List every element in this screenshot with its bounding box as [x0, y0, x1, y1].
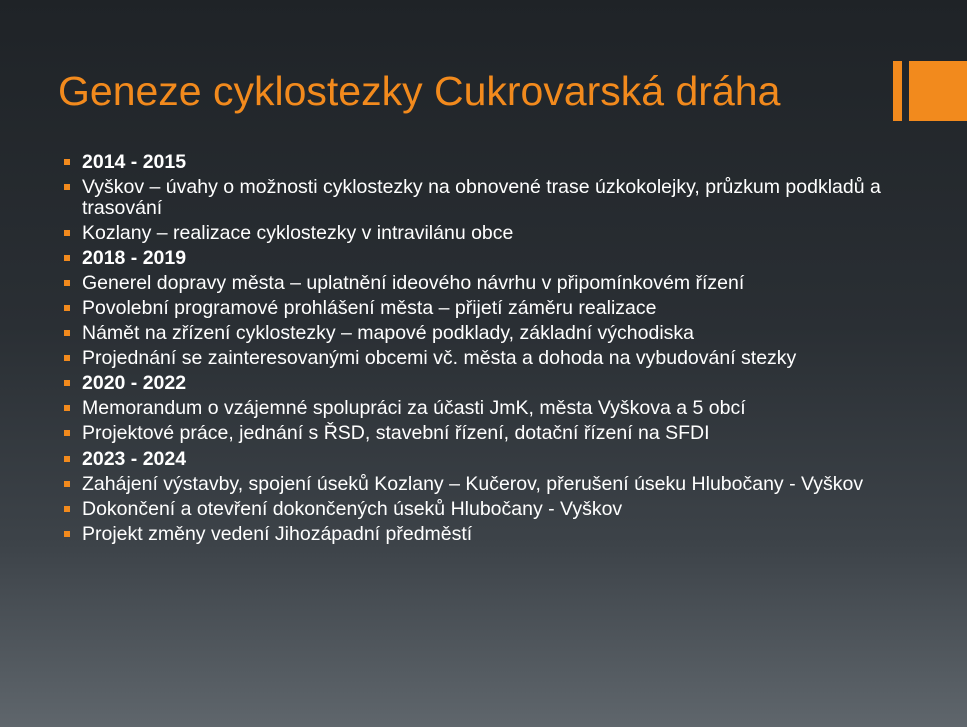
bullet-text: Kozlany – realizace cyklostezky v intravilánu obce [82, 221, 514, 244]
square-bullet-icon [64, 330, 70, 336]
bullet-text: Zahájení výstavby, spojení úseků Kozlany – Kučerov, přerušení úseku Hlubočany - Vyškov [82, 472, 864, 495]
bullet-text: Generel dopravy města – uplatnění ideového návrhu v připomínkovém řízení [82, 271, 745, 294]
title-accent-bar-thick [909, 61, 967, 121]
bullet-text: Námět na zřízení cyklostezky – mapové podklady, základní východiska [82, 322, 695, 345]
square-bullet-icon [64, 305, 70, 311]
bullet-item [64, 298, 924, 319]
bullet-text: Vyškov – úvahy o možnosti cyklostezky na obnovené trase úzkokolejky, průzkum podkladů a trasování [82, 176, 881, 219]
bullet-text: 2020 - 2022 [82, 372, 187, 395]
bullet-item [64, 273, 924, 294]
bullet-text: Povolební programové prohlášení města – přijetí záměru realizace [82, 296, 657, 319]
square-bullet-icon [64, 531, 70, 537]
period-heading-item [64, 248, 924, 269]
period-heading-item [64, 152, 924, 173]
bullet-text: Dokončení a otevření dokončených úseků Hlubočany - Vyškov [82, 497, 623, 520]
bullet-item [64, 398, 924, 419]
bullet-text: Projekt změny vedení Jihozápadní předměstí [82, 522, 473, 545]
square-bullet-icon [64, 280, 70, 286]
bullet-item [64, 177, 924, 218]
square-bullet-icon [64, 230, 70, 236]
bullet-item [64, 499, 924, 520]
bullet-text: 2018 - 2019 [82, 246, 187, 269]
period-heading-item [64, 373, 924, 394]
square-bullet-icon [64, 255, 70, 261]
bullet-item [64, 323, 924, 344]
bullet-text: 2014 - 2015 [82, 151, 187, 173]
bullet-list [64, 152, 924, 549]
square-bullet-icon [64, 481, 70, 487]
title-accent-bar-thin [893, 61, 902, 121]
bullet-item [64, 223, 924, 244]
bullet-item [64, 348, 924, 369]
square-bullet-icon [64, 159, 70, 165]
bullet-text: 2023 - 2024 [82, 447, 187, 470]
square-bullet-icon [64, 405, 70, 411]
square-bullet-icon [64, 184, 70, 190]
bullet-item [64, 474, 924, 495]
bullet-item [64, 423, 924, 444]
bullet-item [64, 524, 924, 545]
bullet-text: Projednání se zainteresovanými obcemi vč. města a dohoda na vybudování stezky [82, 347, 797, 370]
bullet-text: Projektové práce, jednání s ŘSD, stavební řízení, dotační řízení na SFDI [82, 422, 710, 445]
square-bullet-icon [64, 456, 70, 462]
square-bullet-icon [64, 355, 70, 361]
bullet-text: Memorandum o vzájemné spolupráci za účasti JmK, města Vyškova a 5 obcí [82, 397, 746, 420]
slide-title: Geneze cyklostezky Cukrovarská dráha [58, 68, 781, 114]
square-bullet-icon [64, 430, 70, 436]
square-bullet-icon [64, 506, 70, 512]
square-bullet-icon [64, 380, 70, 386]
period-heading-item [64, 449, 924, 470]
